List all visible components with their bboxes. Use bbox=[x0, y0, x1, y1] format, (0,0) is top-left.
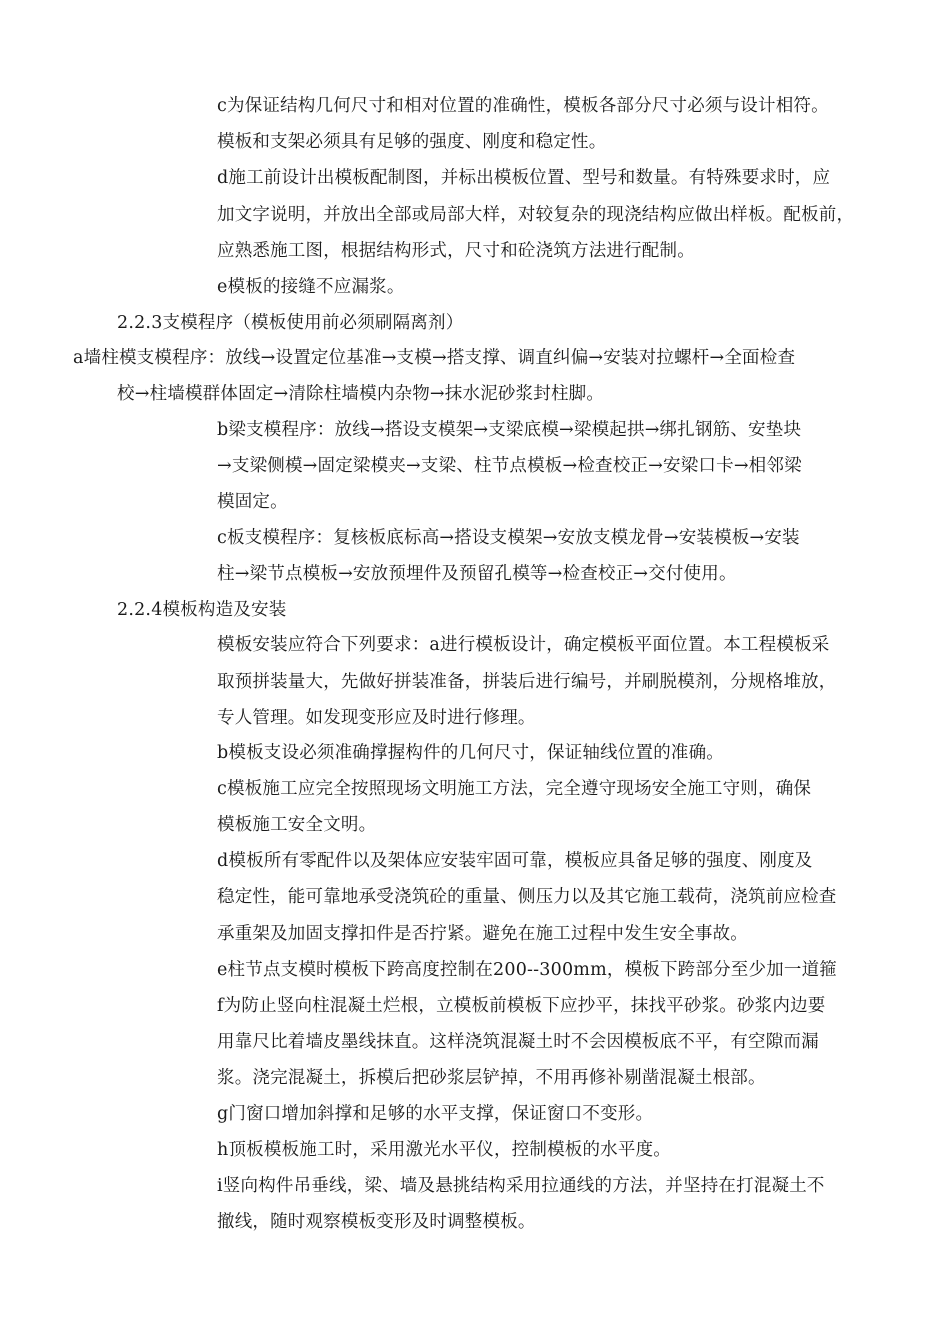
text-line: 浆。浇完混凝土，拆模后把砂浆层铲掉，不用再修补剔凿混凝土根部。 bbox=[217, 1068, 766, 1088]
text-line: e模板的接缝不应漏浆。 bbox=[217, 277, 405, 297]
text-line: f为防止竖向柱混凝土烂根，立模板前模板下应抄平，抹找平砂浆。砂浆内边要 bbox=[217, 996, 826, 1016]
text-line: b梁支模程序：放线→搭设支模架→支梁底模→梁模起拱→绑扎钢筋、安垫块 bbox=[217, 420, 802, 440]
section-heading: 2.2.3支模程序（模板使用前必须刷隔离剂） bbox=[117, 313, 464, 333]
text-line: b模板支设必须准确撑握构件的几何尺寸，保证轴线位置的准确。 bbox=[217, 743, 725, 763]
text-line: 柱→梁节点模板→安放预埋件及预留孔模等→检查校正→交付使用。 bbox=[217, 564, 737, 584]
text-line: 模固定。 bbox=[217, 492, 288, 512]
text-line: 模板和支架必须具有足够的强度、刚度和稳定性。 bbox=[217, 132, 607, 152]
text-line: 稳定性，能可靠地承受浇筑砼的重量、侧压力以及其它施工载荷，浇筑前应检查 bbox=[217, 887, 837, 907]
text-line: 撤线，随时观察模板变形及时调整模板。 bbox=[217, 1212, 536, 1232]
text-line: 模板施工安全文明。 bbox=[217, 815, 377, 835]
text-line: c模板施工应完全按照现场文明施工方法，完全遵守现场安全施工守则，确保 bbox=[217, 779, 812, 799]
text-line: →支梁侧模→固定梁模夹→支梁、柱节点模板→检查校正→安梁口卡→相邻梁 bbox=[217, 456, 802, 476]
text-line: 取预拼装量大，先做好拼装准备，拼装后进行编号，并刷脱模剂，分规格堆放， bbox=[217, 672, 837, 692]
text-line: g门窗口增加斜撑和足够的水平支撑，保证窗口不变形。 bbox=[217, 1104, 654, 1124]
text-line: a墙柱模支模程序：放线→设置定位基准→支模→搭支撑、调直纠偏→安装对拉螺杆→全面检查 bbox=[73, 348, 796, 368]
text-line: 加文字说明，并放出全部或局部大样，对较复杂的现浇结构应做出样板。配板前， bbox=[217, 205, 855, 225]
text-line: c板支模程序：复核板底标高→搭设支模架→安放支模龙骨→安装模板→安装 bbox=[217, 528, 800, 548]
text-line: 专人管理。如发现变形应及时进行修理。 bbox=[217, 708, 536, 728]
text-line: 承重架及加固支撑扣件是否拧紧。避免在施工过程中发生安全事故。 bbox=[217, 924, 748, 944]
text-line: 校→柱墙模群体固定→清除柱墙模内杂物→抹水泥砂浆封柱脚。 bbox=[117, 384, 605, 404]
text-line: c为保证结构几何尺寸和相对位置的准确性，模板各部分尺寸必须与设计相符。 bbox=[217, 96, 829, 116]
section-heading: 2.2.4模板构造及安装 bbox=[117, 600, 287, 620]
text-line: h顶板模板施工时，采用激光水平仪，控制模板的水平度。 bbox=[217, 1140, 671, 1160]
text-line: 用靠尺比着墙皮墨线抹直。这样浇筑混凝土时不会因模板底不平，有空隙而漏 bbox=[217, 1032, 819, 1052]
text-line: i竖向构件吊垂线，梁、墙及悬挑结构采用拉通线的方法，并坚持在打混凝土不 bbox=[217, 1176, 825, 1196]
text-line: d模板所有零配件以及架体应安装牢固可靠，模板应具备足够的强度、刚度及 bbox=[217, 851, 813, 871]
text-line: 应熟悉施工图，根据结构形式，尺寸和砼浇筑方法进行配制。 bbox=[217, 241, 695, 261]
text-line: e柱节点支模时模板下跨高度控制在200--300mm，模板下跨部分至少加一道箍 bbox=[217, 960, 837, 980]
text-line: 模板安装应符合下列要求：a进行模板设计，确定模板平面位置。本工程模板采 bbox=[217, 635, 830, 655]
text-line: d施工前设计出模板配制图，并标出模板位置、型号和数量。有特殊要求时，应 bbox=[217, 168, 831, 188]
